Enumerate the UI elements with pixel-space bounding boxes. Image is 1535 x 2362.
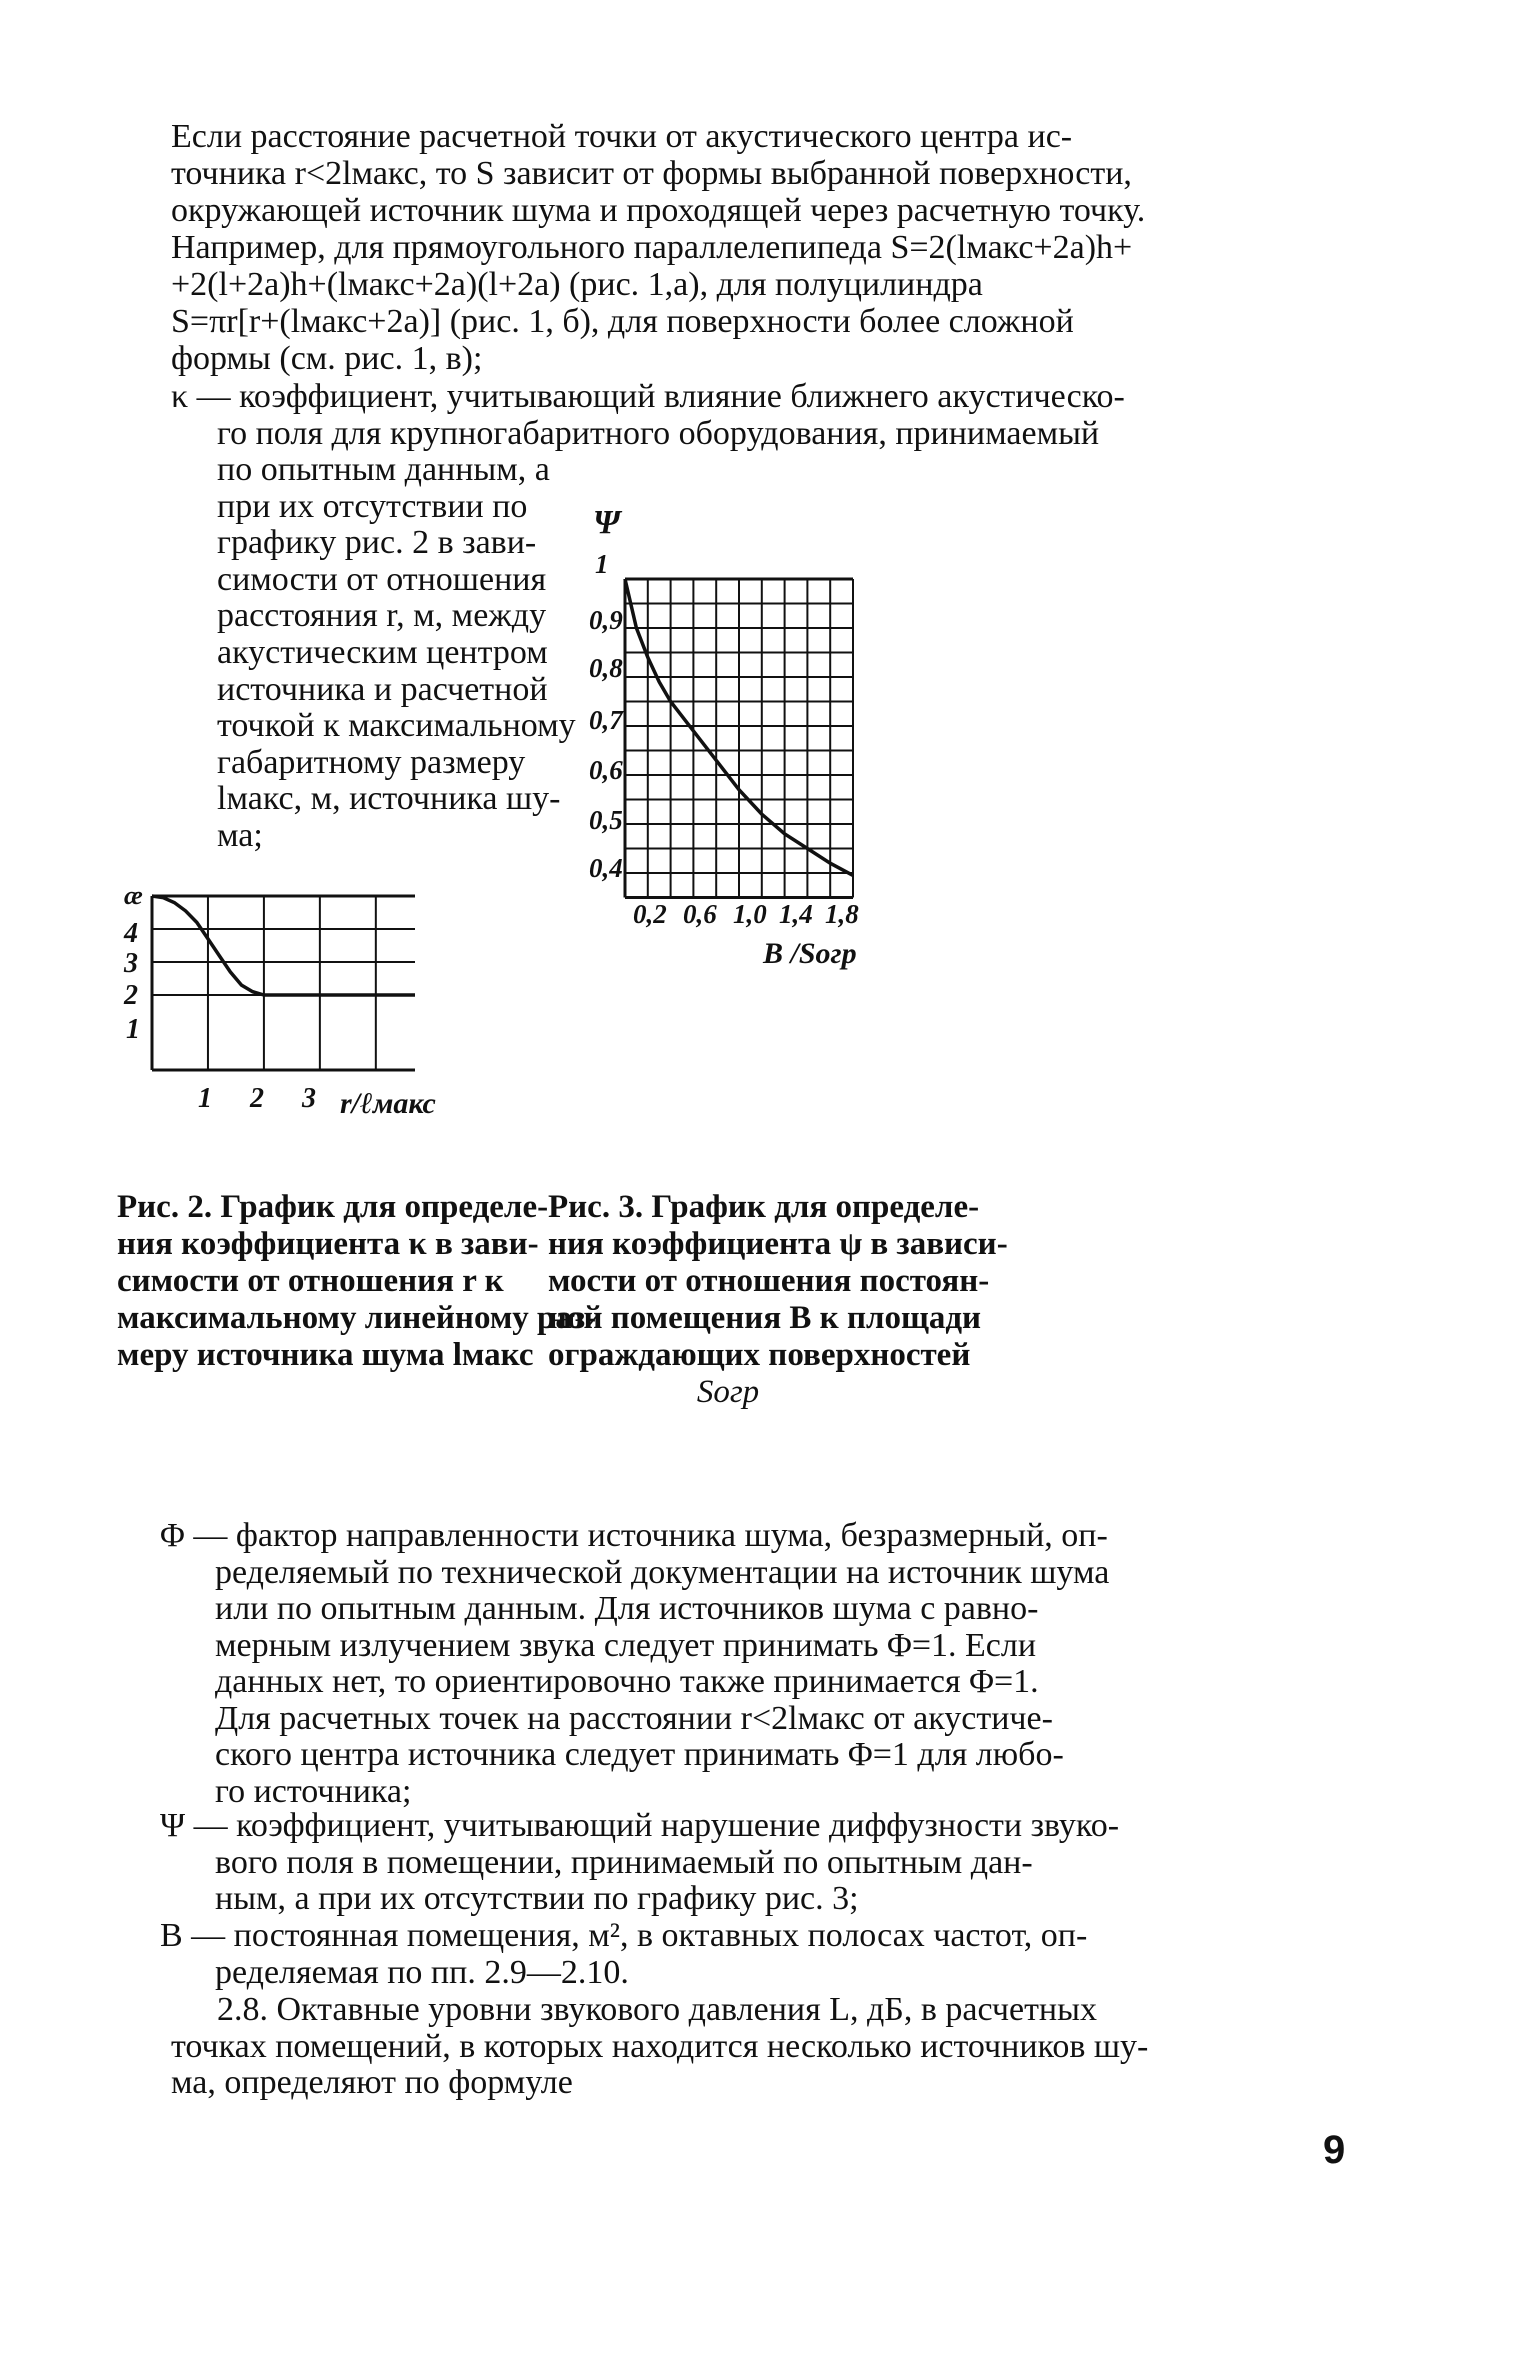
fig3-y-tick: 0,9 — [589, 605, 623, 635]
fig3-y-tick: 0,5 — [589, 805, 623, 835]
fig3-y-tick: 1 — [595, 549, 609, 579]
fig2-y-tick: 3 — [124, 948, 138, 979]
fig3-y-tick: 0,7 — [589, 705, 623, 735]
text-line: ределяемая по пп. 2.9—2.10. — [215, 1953, 629, 1991]
text-line: Ψ — коэффициент, учитывающий нарушение диффузности звуко- — [160, 1807, 1120, 1844]
fig2-x-tick: 3 — [302, 1083, 316, 1114]
fig2-y-tick: 4 — [124, 918, 138, 949]
text-line: Например, для прямоугольного параллелепипеда S=2(lмакс+2a)h+ — [171, 229, 1133, 266]
text-line: или по опытным данным. Для источников шума с равно- — [215, 1590, 1039, 1627]
caption-line: ния коэффициента κ в зави- — [117, 1226, 539, 1262]
text-line: ма, определяют по формуле — [171, 2064, 573, 2101]
text-line: точника r<2lмакс, то S зависит от формы выбранной поверхности, — [171, 155, 1132, 192]
caption-line: Sогр — [696, 1374, 760, 1410]
caption-line: максимальному линейному раз- — [117, 1300, 597, 1336]
text-line: Для расчетных точек на расстоянии r<2lмакс от акустиче- — [215, 1699, 1053, 1737]
text-line: B — постоянная помещения, м², в октавных полосах частот, оп- — [160, 1917, 1088, 1954]
fig3-x-tick: 1,0 — [733, 899, 767, 929]
text-line: источника и расчетной — [217, 670, 548, 708]
fig2-x-label: r/ℓмакс — [340, 1087, 436, 1120]
text-line: формы (см. рис. 1, в); — [171, 340, 483, 377]
text-line: го поля для крупногабаритного оборудования, принимаемый — [217, 415, 1100, 452]
fig3-y-tick: 0,8 — [589, 653, 623, 683]
text-line: симости от отношения — [217, 560, 547, 598]
intro-paragraph — [171, 118, 1146, 377]
fig2-caption — [117, 1189, 597, 1374]
text-line: +2(l+2a)h+(lмакс+2a)(l+2a) (рис. 1,a), для полуцилиндра — [171, 266, 983, 303]
text-line: при их отсутствии по — [217, 487, 528, 525]
text-line: κ — коэффициент, учитывающий влияние ближнего акустическо- — [171, 378, 1125, 415]
fig2-chart — [110, 880, 440, 1130]
caption-line: Рис. 2. График для определе- — [117, 1189, 549, 1225]
phi-definition — [160, 1517, 1110, 1810]
text-line: S=πr[r+(lмакс+2a)] (рис. 1, б), для поверхности более сложной — [171, 303, 1074, 340]
text-line: окружающей источник шума и проходящей через расчетную точку. — [171, 192, 1146, 229]
text-line: lмакс, м, источника шу- — [217, 780, 561, 818]
caption-line: ограждающих поверхностей — [548, 1337, 971, 1373]
text-line: ределяемый по технической документации на источник шума — [215, 1553, 1110, 1591]
fig3-y-tick: 0,6 — [589, 755, 623, 785]
text-line: го источника; — [215, 1772, 412, 1810]
fig3-x-tick: 1,8 — [825, 899, 859, 929]
caption-line: меру источника шума lмакс — [117, 1337, 534, 1373]
caption-line: Рис. 3. График для определе- — [548, 1189, 980, 1225]
b-definition — [160, 1917, 1088, 1991]
fig3-chart — [585, 505, 885, 1125]
caption-line: ной помещения B к площади — [548, 1300, 982, 1336]
fig3-caption — [548, 1189, 1008, 1411]
text-line: данных нет, то ориентировочно также принимается Φ=1. — [215, 1663, 1039, 1700]
paragraph-2-8 — [171, 1991, 1149, 2102]
fig2-x-tick: 2 — [250, 1083, 264, 1114]
text-line: габаритному размеру — [217, 743, 526, 781]
text-line: точках помещений, в которых находится несколько источников шу- — [171, 2027, 1149, 2065]
kappa-definition — [171, 378, 1125, 452]
fig2-y-tick: 2 — [124, 980, 138, 1011]
caption-line: симости от отношения r к — [117, 1263, 504, 1299]
fig3-x-label: B /Sогр — [763, 937, 857, 970]
caption-line: ния коэффициента ψ в зависи- — [548, 1226, 1008, 1262]
text-line: Φ — фактор направленности источника шума, безразмерный, оп- — [160, 1517, 1108, 1554]
psi-definition — [160, 1807, 1120, 1918]
fig3-x-tick: 1,4 — [779, 899, 813, 929]
fig2-y-label: æ — [124, 881, 143, 910]
text-line: вого поля в помещении, принимаемый по опытным дан- — [215, 1843, 1033, 1881]
fig3-x-tick: 0,6 — [683, 899, 717, 929]
fig3-x-tick: 0,2 — [633, 899, 667, 929]
text-line: ным, а при их отсутствии по графику рис. 3; — [215, 1880, 859, 1917]
text-line: 2.8. Октавные уровни звукового давления L, дБ, в расчетных — [217, 1991, 1097, 2028]
text-line: графику рис. 2 в зави- — [217, 524, 537, 562]
fig3-y-tick: 0,4 — [589, 853, 623, 883]
text-line: ского центра источника следует принимать Φ=1 для любо- — [215, 1736, 1064, 1773]
kappa-definition-column — [217, 451, 576, 855]
text-line: Если расстояние расчетной точки от акустического центра ис- — [171, 118, 1073, 155]
fig2-y-tick: 1 — [126, 1014, 140, 1045]
text-line: по опытным данным, а — [217, 451, 550, 488]
caption-line: мости от отношения постоян- — [548, 1263, 990, 1299]
text-line: расстояния r, м, между — [217, 597, 547, 635]
fig3-y-label: Ψ — [593, 505, 621, 541]
text-line: ма; — [217, 816, 263, 854]
fig2-x-tick: 1 — [198, 1083, 212, 1114]
page-number: 9 — [1323, 2128, 1346, 2172]
text-line: точкой к максимальному — [217, 707, 576, 745]
text-line: мерным излучением звука следует принимать Φ=1. Если — [215, 1626, 1037, 1664]
text-line: акустическим центром — [217, 633, 548, 671]
